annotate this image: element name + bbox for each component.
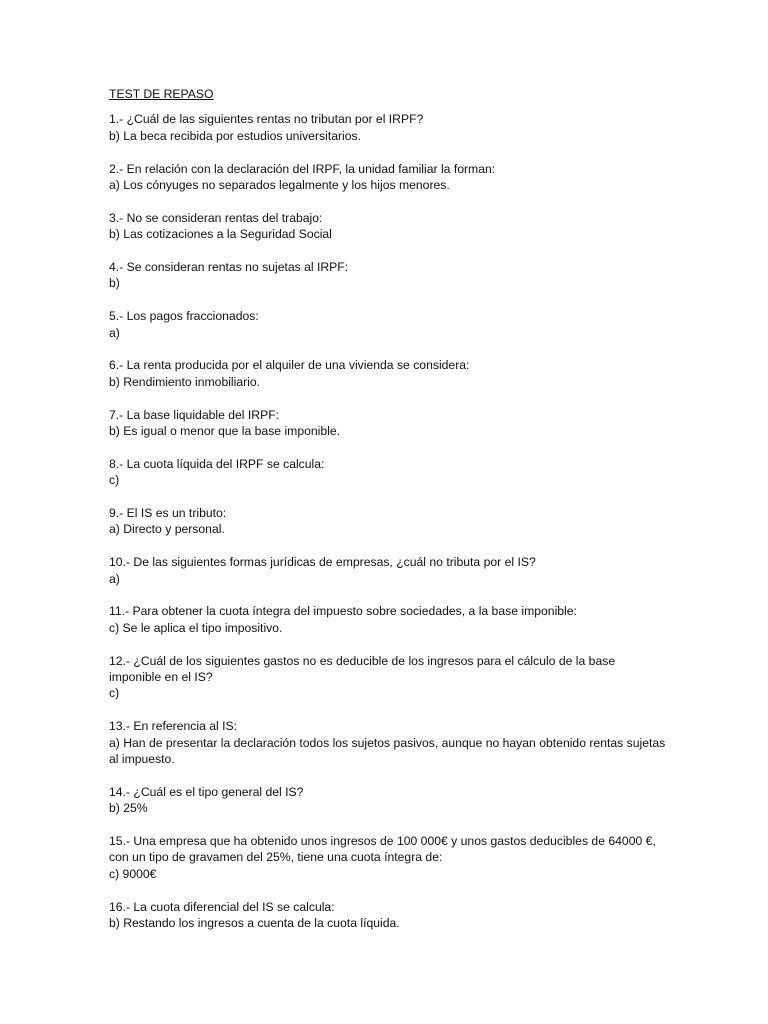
question-block-9 xyxy=(109,505,669,538)
document-content xyxy=(109,86,669,948)
question-block-15 xyxy=(109,833,669,882)
answer-text: b) Restando los ingresos a cuenta de la cuota líquida. xyxy=(109,916,400,931)
question-block-16 xyxy=(109,899,669,932)
question-block-12 xyxy=(109,653,669,702)
answer-text: b) 25% xyxy=(109,801,148,816)
answer-text: c) Se le aplica el tipo impositivo. xyxy=(109,620,283,635)
question-text: 6.- La renta producida por el alquiler de una vivienda se considera: xyxy=(109,358,470,373)
question-block-13 xyxy=(109,718,669,767)
answer-text: c) xyxy=(109,686,120,701)
question-block-4 xyxy=(109,259,669,292)
answer-text: a) xyxy=(109,571,120,586)
question-text: 16.- La cuota diferencial del IS se calcula: xyxy=(109,899,335,914)
question-text: 14.- ¿Cuál es el tipo general del IS? xyxy=(109,784,304,799)
question-block-6 xyxy=(109,357,669,390)
answer-text: a) xyxy=(109,325,120,340)
question-text: 10.- De las siguientes formas jurídicas de empresas, ¿cuál no tributa por el IS? xyxy=(109,555,536,570)
question-block-1 xyxy=(109,111,669,144)
question-text: 4.- Se consideran rentas no sujetas al IRPF: xyxy=(109,260,349,275)
answer-text: a) Han de presentar la declaración todos los sujetos pasivos, aunque no hayan obtenido rentas sujetas al impuesto. xyxy=(109,735,666,767)
question-block-2 xyxy=(109,161,669,194)
answer-text: c) 9000€ xyxy=(109,866,157,881)
question-text: 7.- La base liquidable del IRPF: xyxy=(109,407,280,422)
question-text: 11.- Para obtener la cuota íntegra del impuesto sobre sociedades, a la base imponible: xyxy=(109,604,577,619)
question-text: 13.- En referencia al IS: xyxy=(109,719,238,734)
answer-text: b) Rendimiento inmobiliario. xyxy=(109,374,261,389)
answer-text: a) Los cónyuges no separados legalmente y los hijos menores. xyxy=(109,178,450,193)
answer-text: c) xyxy=(109,473,120,488)
document-title: TEST DE REPASO xyxy=(109,87,214,101)
question-block-11 xyxy=(109,603,669,636)
question-text: 2.- En relación con la declaración del IRPF, la unidad familiar la forman: xyxy=(109,161,496,176)
question-text: 15.- Una empresa que ha obtenido unos ingresos de 100 000€ y unos gastos deducibles de 64000 €, con un tipo de gravamen del 25%, tiene una cuota íntegra de: xyxy=(109,834,656,865)
question-text: 12.- ¿Cuál de los siguientes gastos no es deducible de los ingresos para el cálculo de la base imponible en el IS? xyxy=(109,653,616,685)
question-text: 5.- Los pagos fraccionados: xyxy=(109,309,259,324)
answer-text: b) Las cotizaciones a la Seguridad Social xyxy=(109,227,332,242)
answer-text: b) xyxy=(109,276,120,291)
answer-text: a) Directo y personal. xyxy=(109,522,225,537)
question-text: 1.- ¿Cuál de las siguientes rentas no tributan por el IRPF? xyxy=(109,112,424,127)
question-block-3 xyxy=(109,210,669,243)
question-block-5 xyxy=(109,308,669,341)
question-block-14 xyxy=(109,784,669,817)
question-text: 8.- La cuota líquida del IRPF se calcula: xyxy=(109,456,325,471)
answer-text: b) La beca recibida por estudios universitarios. xyxy=(109,128,362,143)
question-block-10 xyxy=(109,554,669,587)
question-block-8 xyxy=(109,456,669,489)
answer-text: b) Es igual o menor que la base imponible. xyxy=(109,424,341,439)
question-text: 3.- No se consideran rentas del trabajo: xyxy=(109,210,323,225)
question-block-7 xyxy=(109,407,669,440)
question-text: 9.- El IS es un tributo: xyxy=(109,506,227,521)
